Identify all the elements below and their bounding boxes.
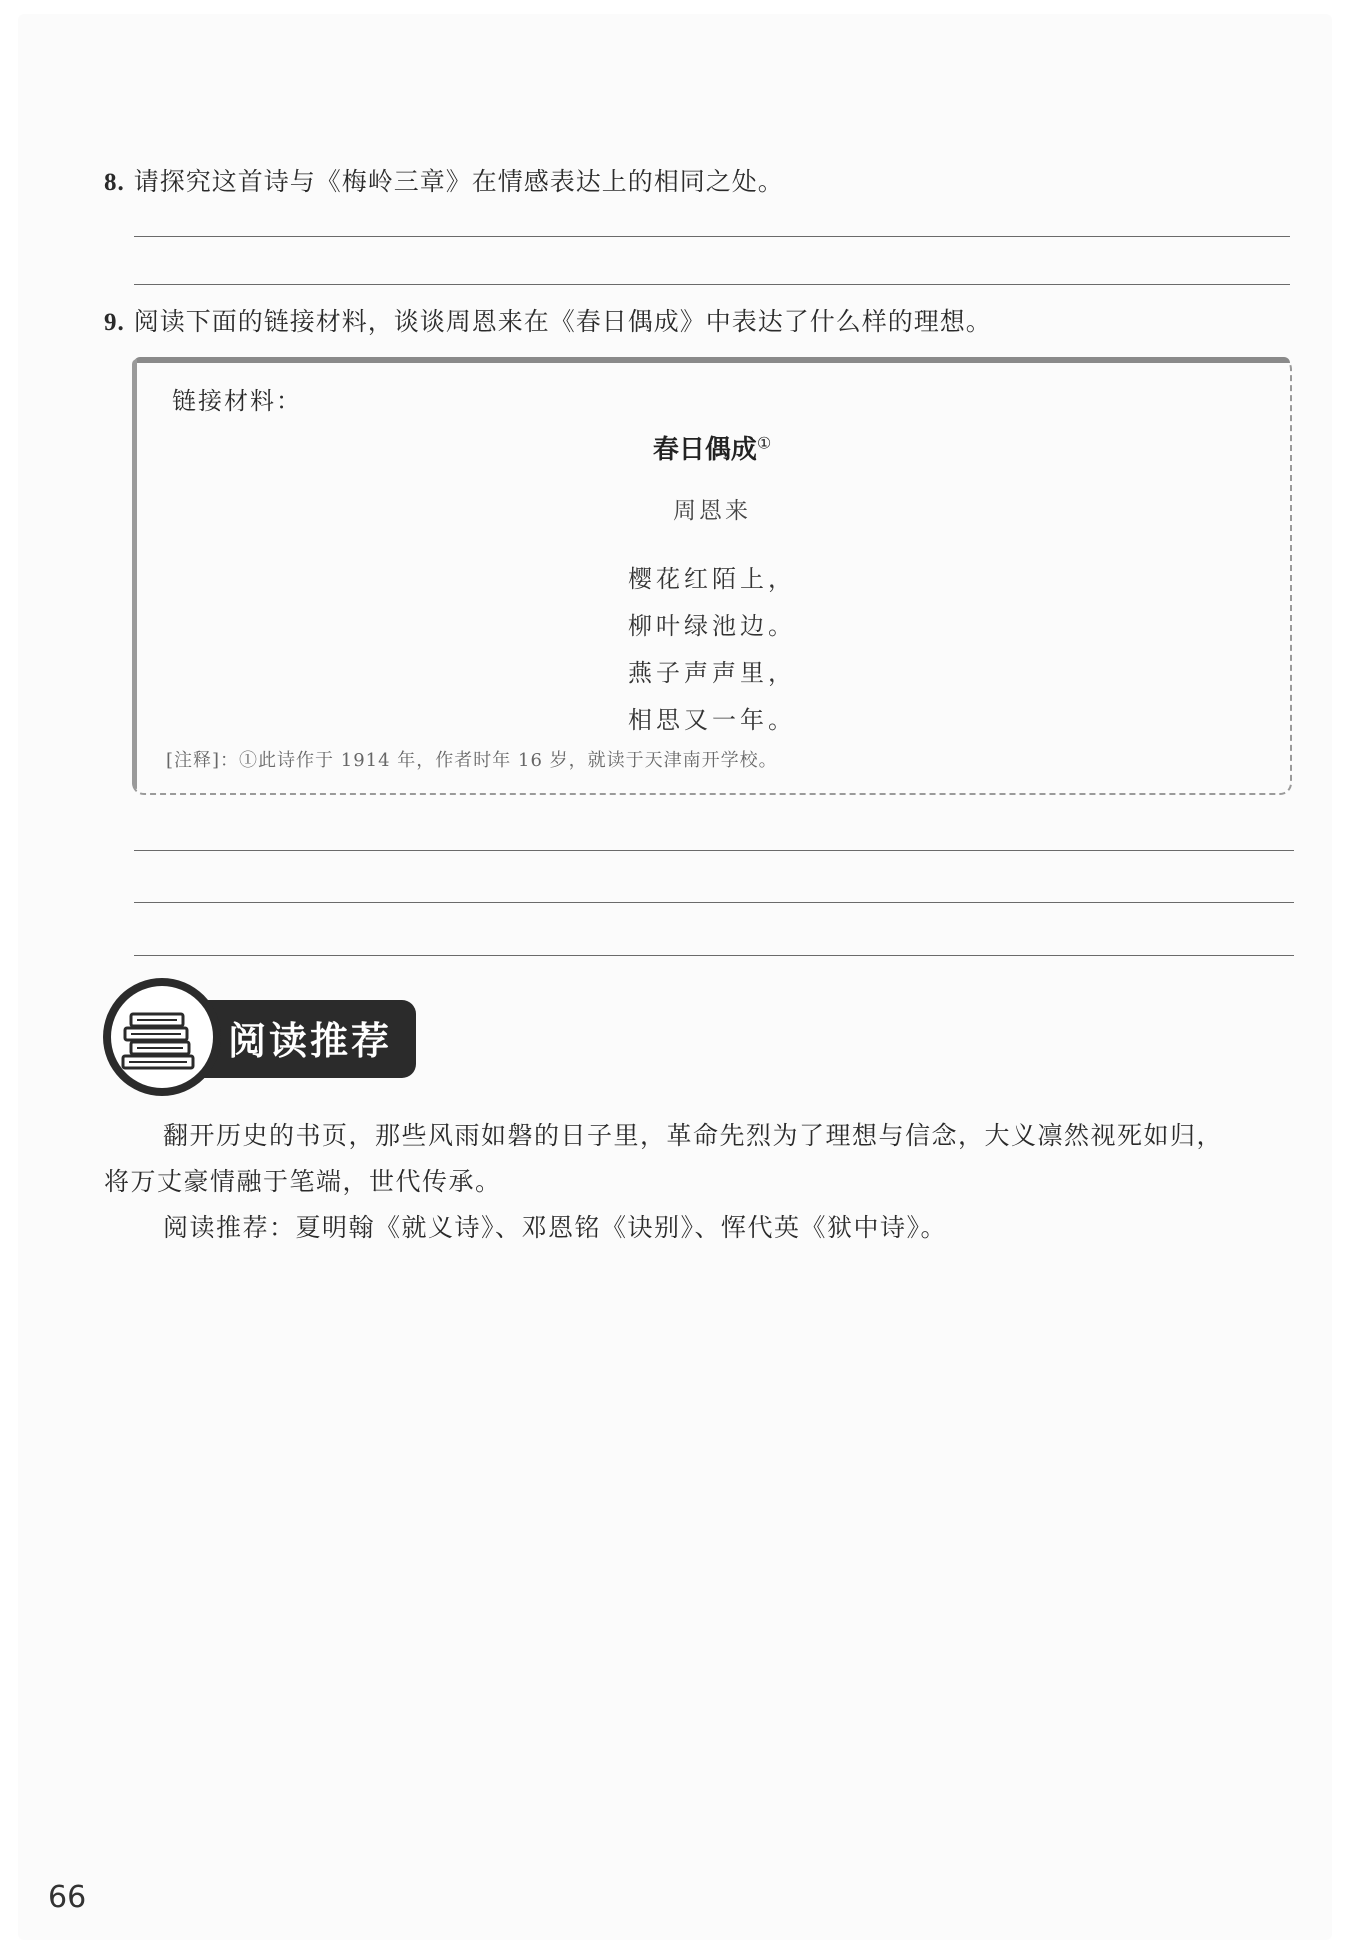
box-top-border xyxy=(134,357,1290,363)
answer-line[interactable] xyxy=(134,850,1294,851)
poem-line: 樱花红陌上， xyxy=(628,565,796,593)
poem-note: [注释]：①此诗作于 1914 年，作者时年 16 岁，就读于天津南开学校。 xyxy=(166,750,778,771)
recommend-list: 阅读推荐：夏明翰《就义诗》、邓恩铭《诀别》、恽代英《狱中诗》。 xyxy=(163,1213,948,1242)
question-number: 9. xyxy=(104,309,125,336)
section-header-badge xyxy=(103,978,221,1096)
question-9 xyxy=(104,302,992,338)
answer-line[interactable] xyxy=(134,236,1290,237)
question-8 xyxy=(104,162,784,198)
answer-line[interactable] xyxy=(134,284,1290,285)
poem-title xyxy=(134,429,1290,466)
recommend-paragraph-line: 将万丈豪情融于笔端，世代传承。 xyxy=(104,1167,502,1196)
linked-material-box xyxy=(132,357,1292,795)
section-heading: 阅读推荐 xyxy=(228,1019,393,1063)
recommend-paragraph-line: 翻开历史的书页，那些风雨如磐的日子里，革命先烈为了理想与信念，大义凛然视死如归， xyxy=(163,1121,1224,1150)
poem-author: 周恩来 xyxy=(673,498,751,524)
poem-title-text: 春日偶成 xyxy=(652,435,757,465)
material-label: 链接材料： xyxy=(172,387,302,415)
poem-line: 燕子声声里， xyxy=(628,659,796,687)
books-icon xyxy=(111,986,213,1088)
poem-line: 柳叶绿池边。 xyxy=(628,612,796,640)
question-number: 8. xyxy=(104,169,125,196)
page-number: 66 xyxy=(48,1880,87,1915)
footnote-mark: ① xyxy=(756,433,772,453)
answer-line[interactable] xyxy=(134,955,1294,956)
answer-line[interactable] xyxy=(134,902,1294,903)
question-text: 阅读下面的链接材料，谈谈周恩来在《春日偶成》中表达了什么样的理想。 xyxy=(133,307,992,336)
question-text: 请探究这首诗与《梅岭三章》在情感表达上的相同之处。 xyxy=(133,167,784,196)
poem-line: 相思又一年。 xyxy=(628,706,796,734)
